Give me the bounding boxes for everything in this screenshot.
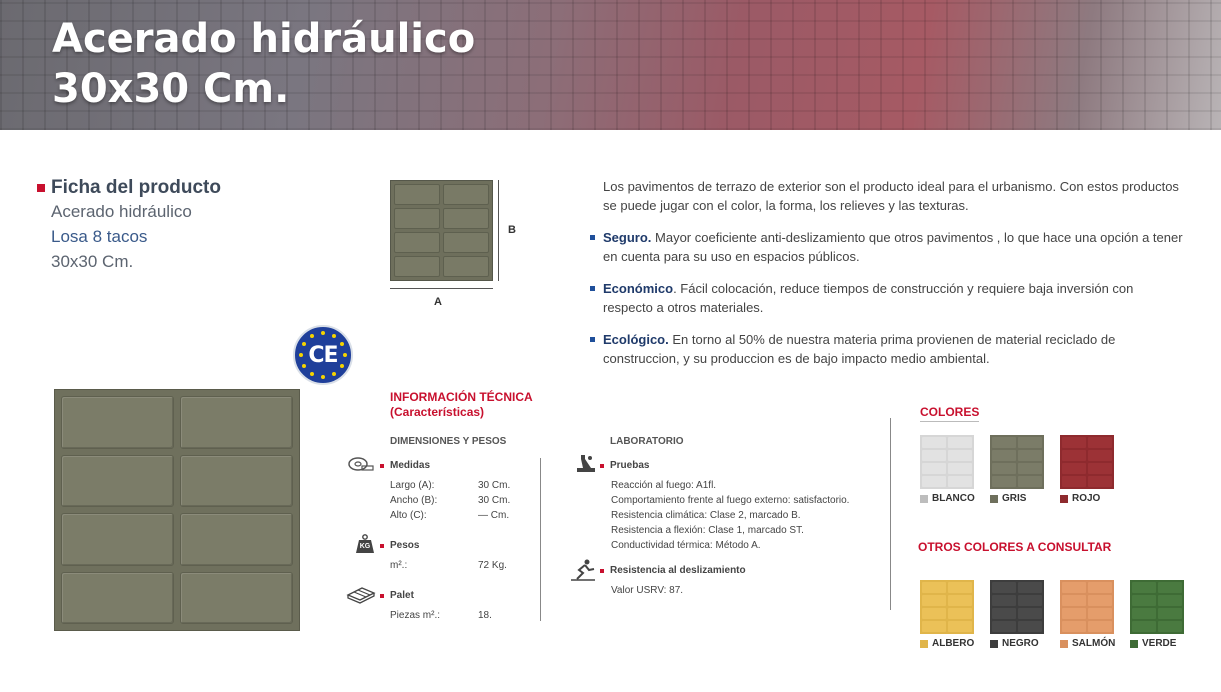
pesos-section [380, 540, 419, 551]
prueba-item: Comportamiento frente al fuego externo: satisfactorio. [611, 495, 850, 506]
color-square-icon [990, 640, 998, 648]
red-bullet-icon [600, 569, 604, 573]
medida-row: Ancho (B): 30 Cm. [390, 495, 511, 506]
product-sheet-heading-text: Ficha del producto [51, 177, 221, 198]
bullet-ecologico-title: Ecológico. [603, 332, 669, 347]
medida-row: Alto (C): — Cm. [390, 510, 510, 521]
color-square-icon [920, 640, 928, 648]
column-divider [540, 458, 541, 621]
palet-row: Piezas m².: 18. [390, 610, 492, 621]
color-square-icon [1060, 495, 1068, 503]
color-name: GRIS [1002, 493, 1027, 504]
tile-diagram-image [390, 180, 493, 281]
medidas-label: Medidas [390, 460, 431, 471]
color-name: ROJO [1072, 493, 1101, 504]
red-bullet-icon [380, 464, 384, 468]
swatch-label-salmon [1060, 638, 1115, 649]
medidas-section [380, 460, 430, 471]
laboratory-heading: LABORATORIO [610, 436, 684, 447]
prueba-item: Conductividad térmica: Método A. [611, 540, 761, 551]
palet-values [390, 608, 492, 623]
bullet-economico-title: Económico [603, 281, 674, 296]
bullet-ecologico [585, 330, 1185, 368]
weight-icon [355, 534, 375, 554]
column-divider [890, 418, 891, 610]
swatch-albero [920, 580, 974, 634]
dimensions-heading: DIMENSIONES Y PESOS [390, 436, 507, 447]
palet-label: Palet [390, 590, 414, 601]
other-colors-heading: OTROS COLORES A CONSULTAR [918, 540, 1112, 554]
page-title [52, 14, 475, 114]
bullet-seguro-title: Seguro. [603, 230, 652, 245]
deslizamiento-section [600, 565, 746, 576]
color-square-icon [990, 495, 998, 503]
dimension-b-line [498, 180, 499, 281]
red-bullet-icon [380, 544, 384, 548]
color-square-icon [920, 495, 928, 503]
medidas-values [390, 478, 510, 523]
product-size: 30x30 Cm. [51, 252, 134, 271]
color-name: ALBERO [932, 638, 975, 649]
color-name: BLANCO [932, 493, 975, 504]
swatch-rojo [1060, 435, 1114, 489]
deslizamiento-value: Valor USRV: 87. [611, 585, 684, 596]
swatch-gris [990, 435, 1044, 489]
tech-info-title-line1: INFORMACIÓN TÉCNICA [390, 390, 533, 404]
prueba-item: Reacción al fuego: A1fl. [611, 480, 717, 491]
color-square-icon [1130, 640, 1138, 648]
slip-resistance-icon [570, 559, 596, 581]
swatch-negro [990, 580, 1044, 634]
bullet-seguro-text: Mayor coeficiente anti-deslizamiento que otros pavimentos , lo que hace una opción a tener en cuenta para su uso en espacios públicos. [603, 230, 1183, 264]
lab-test-icon [575, 453, 597, 475]
dimension-a-label: A [434, 296, 442, 308]
tape-measure-icon [348, 455, 374, 473]
tech-info-title [390, 390, 533, 420]
peso-row: m².: 72 Kg. [390, 560, 507, 571]
color-square-icon [1060, 640, 1068, 648]
bullet-economico-text: . Fácil colocación, reduce tiempos de construcción y requiere baja inversión con respecto a otros materiales. [603, 281, 1134, 315]
color-name: VERDE [1142, 638, 1177, 649]
swatch-blanco [920, 435, 974, 489]
red-square-icon [37, 184, 45, 192]
product-sheet-heading [37, 177, 221, 199]
swatch-label-blanco [920, 493, 975, 504]
dimension-diagram [390, 180, 516, 308]
dimension-a-line [390, 288, 493, 289]
bullet-ecologico-text: En torno al 50% de nuestra materia prima provienen de material reciclado de construccion, y su produccion es de bajo impacto medio ambiental. [603, 332, 1116, 366]
pesos-values [390, 558, 507, 573]
palet-section [380, 590, 414, 601]
red-bullet-icon [380, 594, 384, 598]
weight-icon-text: KG [359, 543, 371, 550]
prueba-item: Resistencia climática: Clase 2, marcado B. [611, 510, 801, 521]
color-name: NEGRO [1002, 638, 1039, 649]
pruebas-label: Pruebas [610, 460, 650, 471]
swatch-label-negro [990, 638, 1039, 649]
title-line-2: 30x30 Cm. [52, 66, 290, 112]
swatch-label-rojo [1060, 493, 1100, 504]
tile-product-image [54, 389, 300, 631]
blue-square-icon [590, 337, 595, 342]
tech-info-title-line2: (Características) [390, 405, 485, 419]
bullet-seguro [585, 228, 1185, 266]
swatch-label-gris [990, 493, 1026, 504]
swatch-label-verde [1130, 638, 1176, 649]
pruebas-list [611, 478, 849, 553]
colors-heading: COLORES [920, 405, 979, 422]
swatch-verde [1130, 580, 1184, 634]
swatch-label-albero [920, 638, 974, 649]
product-description [585, 177, 1185, 368]
color-name: SALMÓN [1072, 638, 1116, 649]
medida-row: Largo (A): 30 Cm. [390, 480, 511, 491]
prueba-item: Resistencia a flexión: Clase 1, marcado ST. [611, 525, 804, 536]
title-line-1: Acerado hidráulico [52, 16, 476, 62]
bullet-economico [585, 279, 1185, 317]
blue-square-icon [590, 235, 595, 240]
deslizamiento-label: Resistencia al deslizamiento [610, 565, 746, 576]
dimension-b-label: B [508, 224, 516, 236]
red-bullet-icon [600, 464, 604, 468]
product-name: Acerado hidráulico [51, 202, 192, 221]
swatch-salmon [1060, 580, 1114, 634]
ce-mark-icon [293, 325, 353, 385]
product-sheet [37, 177, 221, 274]
pruebas-section [600, 460, 649, 471]
ce-mark-text: CE [308, 342, 338, 368]
pallet-icon [346, 585, 376, 605]
pesos-label: Pesos [390, 540, 420, 551]
description-intro: Los pavimentos de terrazo de exterior son el producto ideal para el urbanismo. Con estos productos se puede jugar con el color, la forma, los relieves y las texturas. [603, 179, 1179, 213]
header-banner [0, 0, 1221, 130]
product-model: Losa 8 tacos [51, 227, 148, 246]
blue-square-icon [590, 286, 595, 291]
